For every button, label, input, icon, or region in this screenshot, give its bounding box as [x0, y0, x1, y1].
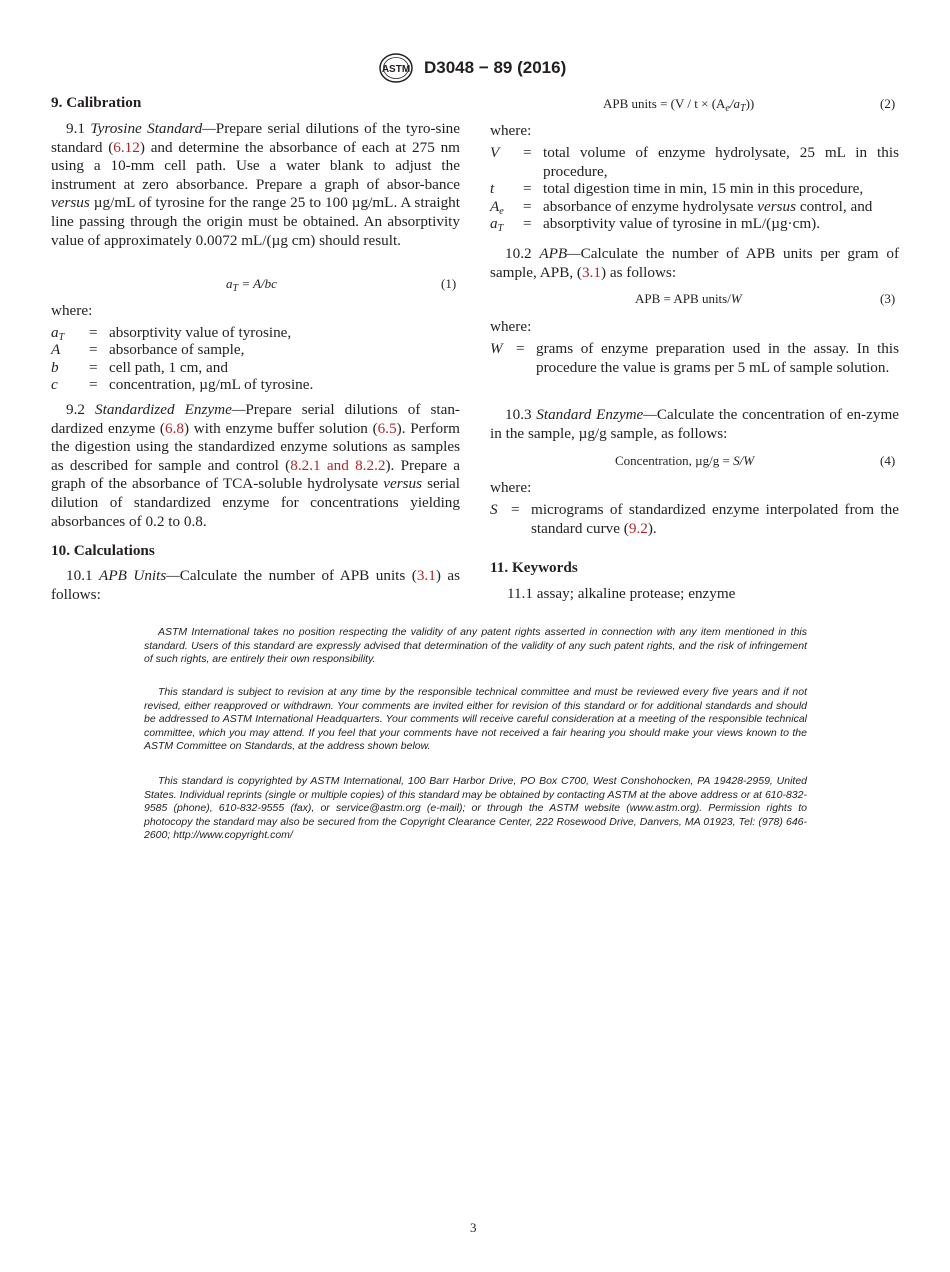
ref-6-8[interactable]: 6.8 — [165, 419, 184, 437]
section-10-heading: 10. Calculations — [51, 542, 155, 559]
ref-6-5[interactable]: 6.5 — [377, 419, 397, 437]
equation-4-number: (4) — [880, 453, 896, 468]
equation-4: Concentration, µg/g = S/W — [615, 453, 755, 468]
paragraph-10-2: 10.2 APB—Calculate the number of APB units per gram of sample, APB, (3.1) as follows: — [490, 245, 900, 281]
equation-2: APB units = $(V / t \times (A_e/a_T))$ — [603, 96, 755, 114]
designation: D3048 − 89 (2016) — [424, 58, 567, 77]
equation-3: APB = APB units/W — [635, 291, 742, 306]
page-number: 3 — [470, 1220, 477, 1235]
header — [378, 52, 598, 84]
paragraph-9-1: 9.1 Tyrosine Standard—Prepare serial dilutions of the tyro-sine standard (6.12) and determine the absorbance of each at 275 nm using a 10-mm cell path. Use a water blank to adjust the instrument at zero absorbance. Prepare a graph of absor-bance versus µg/mL of tyrosine for the range 25 to 100 µg/mL. A straight line passing through the origin must be obtained. An absorptivity value of approximately 0.0072 mL/(µg cm) should result. — [51, 120, 461, 249]
equation-3-number: (3) — [880, 291, 896, 306]
section-11-heading: 11. Keywords — [490, 559, 578, 576]
where-label-4: where: — [490, 479, 532, 496]
equation-1: $a_T = A/bc$ — [226, 276, 277, 294]
copyright-notice: This standard is copyrighted by ASTM International, 100 Barr Harbor Drive, PO Box C700, West Conshohocken, PA 19428-2959, United States. Individual reprints (single or multiple copies) of this standard may be obtained by contacting ASTM at the above address or at 610-832-9585 (phone), 610-832-9555 (fax), or service@astm.org (e-mail); or through the ASTM website (www.astm.org). Permission rights to photocopy the standard may also be secured from the Copyright Clearance Center, 222 Rosewood Drive, Danvers, MA 01923, Tel: (978) 646-2600; http://www.copyright.com/ — [144, 775, 807, 842]
equation-1-number: (1) — [441, 276, 457, 291]
ref-3-1-b[interactable]: 3.1 — [581, 263, 601, 281]
where-label-2: where: — [490, 122, 532, 139]
astm-logo-text: ASTM — [381, 64, 411, 75]
paragraph-10-1: 10.1 APB Units—Calculate the number of APB units (3.1) as follows: — [51, 567, 460, 603]
where-label-3: where: — [490, 318, 532, 335]
section-9-heading: 9. Calibration — [51, 94, 142, 111]
ref-3-1[interactable]: 3.1 — [416, 567, 436, 584]
revision-notice: This standard is subject to revision at any time by the responsible technical committee and must be reviewed every five years and if not revised, either reapproved or withdrawn. Your comments are invited either for revision of this standard or for additional standards and should be addressed to ASTM International Headquarters. Your comments will receive careful consideration at a meeting of the responsible technical committee, which you may attend. If you feel that your comments have not received a fair hearing you should make your views known to the ASTM Committee on Standards, at the address shown below. — [144, 686, 807, 753]
ref-8-2[interactable]: 8.2.1 and 8.2.2 — [290, 456, 386, 474]
paragraph-10-3: 10.3 Standard Enzyme—Calculate the concentration of en-zyme in the sample, µg/g sample, as follows: — [490, 406, 900, 442]
equation-2-number: (2) — [880, 96, 896, 111]
ref-9-2[interactable]: 9.2 — [628, 519, 648, 537]
astm-logo-icon — [378, 52, 414, 84]
patent-notice: ASTM International takes no position respecting the validity of any patent rights asserted in connection with any item mentioned in this standard. Users of this standard are expressly advised that determination of the validity of any such patent rights, and the risk of infringement of such rights, are entirely their own responsibility. — [144, 626, 807, 666]
paragraph-11-1: 11.1 assay; alkaline protease; enzyme — [507, 585, 736, 602]
ref-6-12[interactable]: 6.12 — [113, 138, 140, 156]
paragraph-9-2: 9.2 Standardized Enzyme—Prepare serial dilutions of stan-dardized enzyme (6.8) with enzyme buffer solution (6.5). Perform the digestion using the standardized enzyme solutions as samples as described for sample and control (8.2.1 and 8.2.2). Prepare a graph of the absorbance of TCA-soluble hydrolysate versus serial dilution of standardized enzyme for concentrations yielding absorbances of 0.2 to 0.8. — [51, 401, 461, 530]
where-label-1: where: — [51, 302, 93, 319]
